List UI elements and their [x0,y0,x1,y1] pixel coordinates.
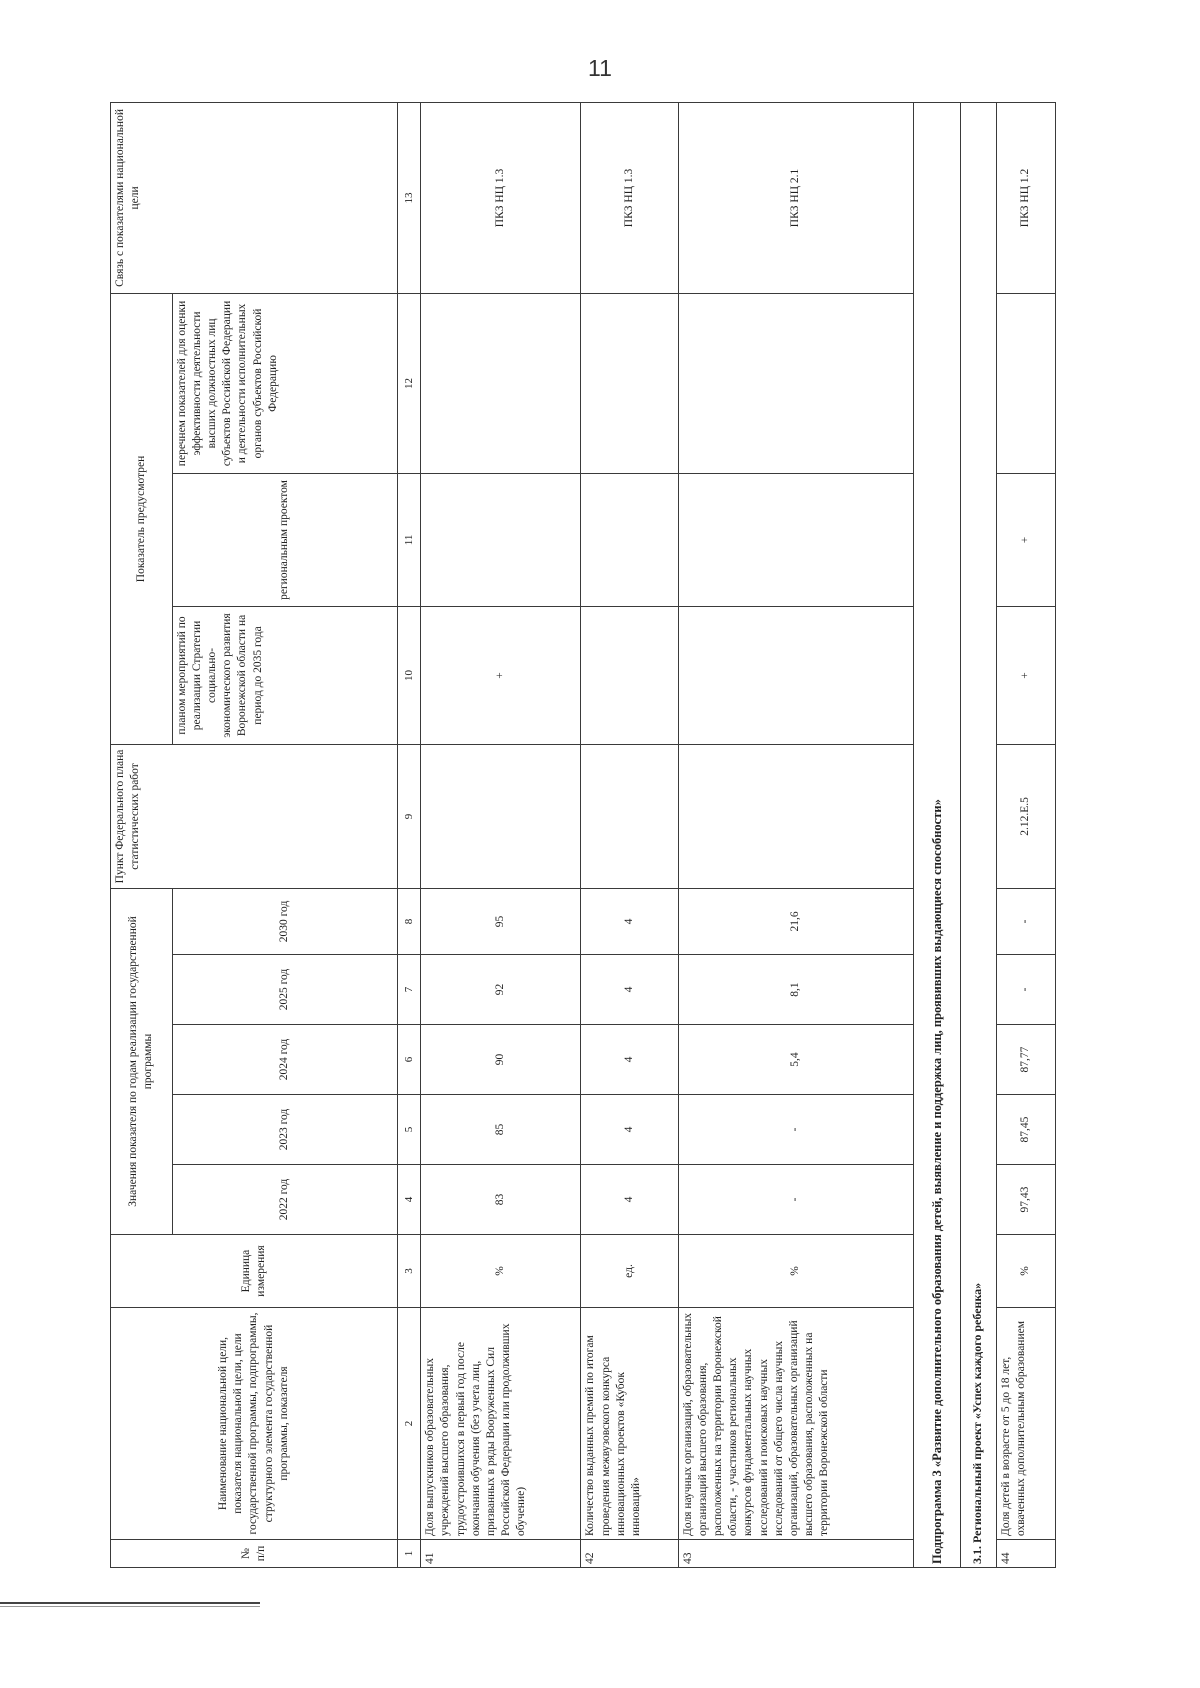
value-2025: 92 [421,955,581,1025]
header-unit: Единица измерения [111,1235,398,1308]
list-cell [996,293,1055,473]
scan-edge-line [0,1602,260,1604]
header-regproj: региональным проектом [172,473,397,606]
unit-cell: % [421,1235,581,1308]
link-cell: ПКЗ НЦ 2.1 [678,102,913,293]
fed-plan-cell [421,744,581,888]
header-name: Наименование национальной цели, показателя национальной цели, цели государственной программы, подпрограммы, структурного элемента государственной программы, показателя [111,1308,398,1540]
link-cell: ПКЗ НЦ 1.3 [421,102,581,293]
value-2022: 83 [421,1165,581,1235]
col-number: 4 [398,1165,421,1235]
col-number: 11 [398,473,421,606]
indicator-name: Доля научных организаций, образовательных организаций высшего образования, расположенных на территории Воронежской области, - участников региональных конкурсов фундаментальных научных исследований и поисковых научных исследований от общего числа научных организаций, образовательных организаций высшего образования, расположенных на территории Воронежской области [678,1308,913,1540]
header-year-2022: 2022 год [172,1165,397,1235]
header-row-1 [111,102,173,1567]
row-number: 42 [581,1540,678,1568]
value-2022: 4 [581,1165,678,1235]
value-2024: 90 [421,1025,581,1095]
col-number: 3 [398,1235,421,1308]
link-cell: ПКЗ НЦ 1.2 [996,102,1055,293]
fed-plan-cell [581,744,678,888]
header-values-group: Значения показателя по годам реализации государственной программы [111,888,173,1234]
page-number: 11 [588,55,612,81]
header-list: перечнем показателей для оценки эффективности деятельности высших должностных лиц субъектов Российской Федерации и деятельности исполнительных органов субъектов Российской Федерацию [172,293,397,473]
link-cell: ПКЗ НЦ 1.3 [581,102,678,293]
project-row [961,102,997,1567]
indicator-name: Количество выданных премий по итогам проведения межвузовского конкурса инновационных проектов «Кубок инноваций» [581,1308,678,1540]
header-year-2024: 2024 год [172,1025,397,1095]
value-2024: 87,77 [996,1025,1055,1095]
regproj-cell [421,473,581,606]
subprogram-row [913,102,960,1567]
value-2023: 87,45 [996,1095,1055,1165]
header-n: № п/п [111,1540,398,1568]
value-2030: - [996,888,1055,954]
col-number: 7 [398,955,421,1025]
table-row [996,102,1055,1567]
value-2024: 4 [581,1025,678,1095]
col-number: 8 [398,888,421,954]
regproj-cell: + [996,473,1055,606]
plan-cell: + [996,606,1055,744]
header-plan: планом мероприятий по реализации Стратегии социально-экономического развития Воронежской области на период до 2035 года [172,606,397,744]
table-row [678,102,913,1567]
regproj-cell [581,473,678,606]
scan-edge-line [0,1606,260,1607]
header-provided-group: Показатель предусмотрен [111,293,173,744]
table-row [581,102,678,1567]
indicators-table [110,102,1056,1568]
header-year-2025: 2025 год [172,955,397,1025]
rotated-table-container [110,103,1056,1568]
value-2023: - [678,1095,913,1165]
col-number: 2 [398,1308,421,1540]
unit-cell: % [996,1235,1055,1308]
row-number: 43 [678,1540,913,1568]
value-2023: 85 [421,1095,581,1165]
unit-cell: % [678,1235,913,1308]
value-2025: - [996,955,1055,1025]
indicator-name: Доля выпускников образовательных учреждений высшего образования, трудоустроившихся в первый год после окончания обучения (без учета лиц, призванных в ряды Вооруженных Сил Российской Федерации или продолживших обучение) [421,1308,581,1540]
col-number: 6 [398,1025,421,1095]
value-2022: - [678,1165,913,1235]
header-fed-plan: Пункт Федерального плана статистических работ [111,744,398,888]
regproj-cell [678,473,913,606]
header-year-2023: 2023 год [172,1095,397,1165]
fed-plan-cell [678,744,913,888]
subprogram-title: Подпрограмма 3 «Развитие дополнительного образования детей, выявление и поддержка лиц, проявивших выдающиеся способности» [913,102,960,1567]
row-number: 44 [996,1540,1055,1568]
value-2030: 4 [581,888,678,954]
header-year-2030: 2030 год [172,888,397,954]
header-link: Связь с показателями национальной цели [111,102,398,293]
col-number: 1 [398,1540,421,1568]
list-cell [581,293,678,473]
list-cell [421,293,581,473]
col-number: 10 [398,606,421,744]
value-2023: 4 [581,1095,678,1165]
column-numbers-row [398,102,421,1567]
col-number: 12 [398,293,421,473]
value-2025: 8,1 [678,955,913,1025]
plan-cell [581,606,678,744]
fed-plan-cell: 2.12.Е.5 [996,744,1055,888]
indicator-name: Доля детей в возрасте от 5 до 18 лет, охваченных дополнительным образованием [996,1308,1055,1540]
plan-cell: + [421,606,581,744]
plan-cell [678,606,913,744]
value-2030: 95 [421,888,581,954]
row-number: 41 [421,1540,581,1568]
col-number: 5 [398,1095,421,1165]
unit-cell: ед. [581,1235,678,1308]
value-2024: 5,4 [678,1025,913,1095]
project-title: 3.1. Региональный проект «Успех каждого ребенка» [961,102,997,1567]
table-row [421,102,581,1567]
value-2025: 4 [581,955,678,1025]
value-2022: 97,43 [996,1165,1055,1235]
col-number: 13 [398,102,421,293]
col-number: 9 [398,744,421,888]
list-cell [678,293,913,473]
value-2030: 21,6 [678,888,913,954]
